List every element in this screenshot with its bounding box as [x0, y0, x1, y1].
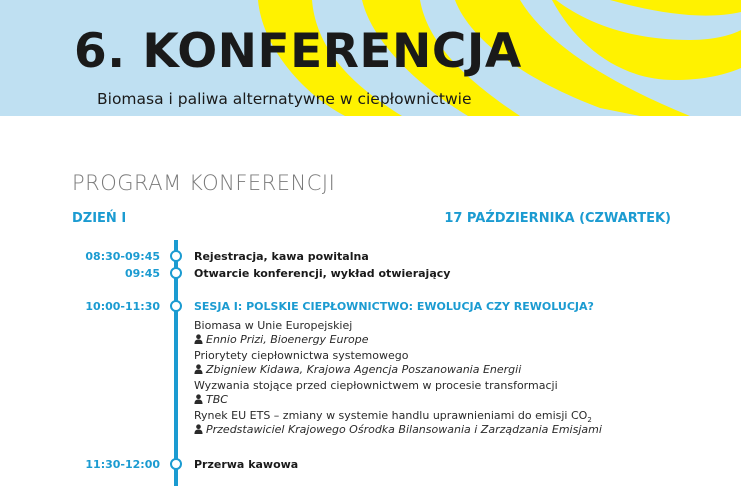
speaker-name: Przedstawiciel Krajowego Ośrodka Bilansowania i Zarządzania Emisjami [206, 423, 602, 436]
time-break: 11:30-12:00 [85, 458, 160, 471]
talk-topic [194, 409, 592, 424]
talk-speaker [194, 363, 521, 376]
person-icon [194, 394, 203, 404]
day-label: DZIEŃ I [72, 211, 127, 226]
timeline-dot [170, 300, 182, 312]
header-banner [0, 0, 741, 116]
time-registration: 08:30-09:45 [85, 250, 160, 263]
agenda-item-break: Przerwa kawowa [194, 458, 299, 471]
program-heading: PROGRAM KONFERENCJI [72, 171, 336, 195]
time-session1: 10:00-11:30 [85, 300, 160, 313]
conference-title: 6. KONFERENCJA [74, 24, 522, 79]
talk-speaker [194, 333, 369, 346]
speaker-name: Ennio Prizi, Bioenergy Europe [206, 333, 369, 346]
talk-topic-text: Rynek EU ETS – zmiany w systemie handlu uprawnieniami do emisji CO [194, 409, 588, 422]
talk-topic: Priorytety ciepłownictwa systemowego [194, 349, 409, 362]
session-title: SESJA I: POLSKIE CIEPŁOWNICTWO: EWOLUCJA CZY REWOLUCJA? [194, 300, 594, 313]
talk-speaker [194, 393, 228, 406]
time-opening: 09:45 [124, 267, 160, 280]
timeline-dot [170, 267, 182, 279]
agenda-item-registration: Rejestracja, kawa powitalna [194, 250, 369, 263]
speaker-name: Zbigniew Kidawa, Krajowa Agencja Poszanowania Energii [206, 363, 522, 376]
agenda-item-opening: Otwarcie konferencji, wykład otwierający [194, 267, 451, 280]
day-date: 17 PAŹDZIERNIKA (CZWARTEK) [444, 211, 671, 226]
speaker-name: TBC [206, 393, 228, 406]
person-icon [194, 334, 203, 344]
subscript: 2 [587, 416, 592, 425]
talk-topic: Biomasa w Unie Europejskiej [194, 319, 353, 332]
conference-subtitle: Biomasa i paliwa alternatywne w ciepłownictwie [97, 90, 472, 108]
talk-topic: Wyzwania stojące przed ciepłownictwem w procesie transformacji [194, 379, 558, 392]
timeline-dot [170, 458, 182, 470]
talk-speaker [194, 423, 602, 436]
person-icon [194, 364, 203, 374]
timeline-dot [170, 250, 182, 262]
person-icon [194, 424, 203, 434]
